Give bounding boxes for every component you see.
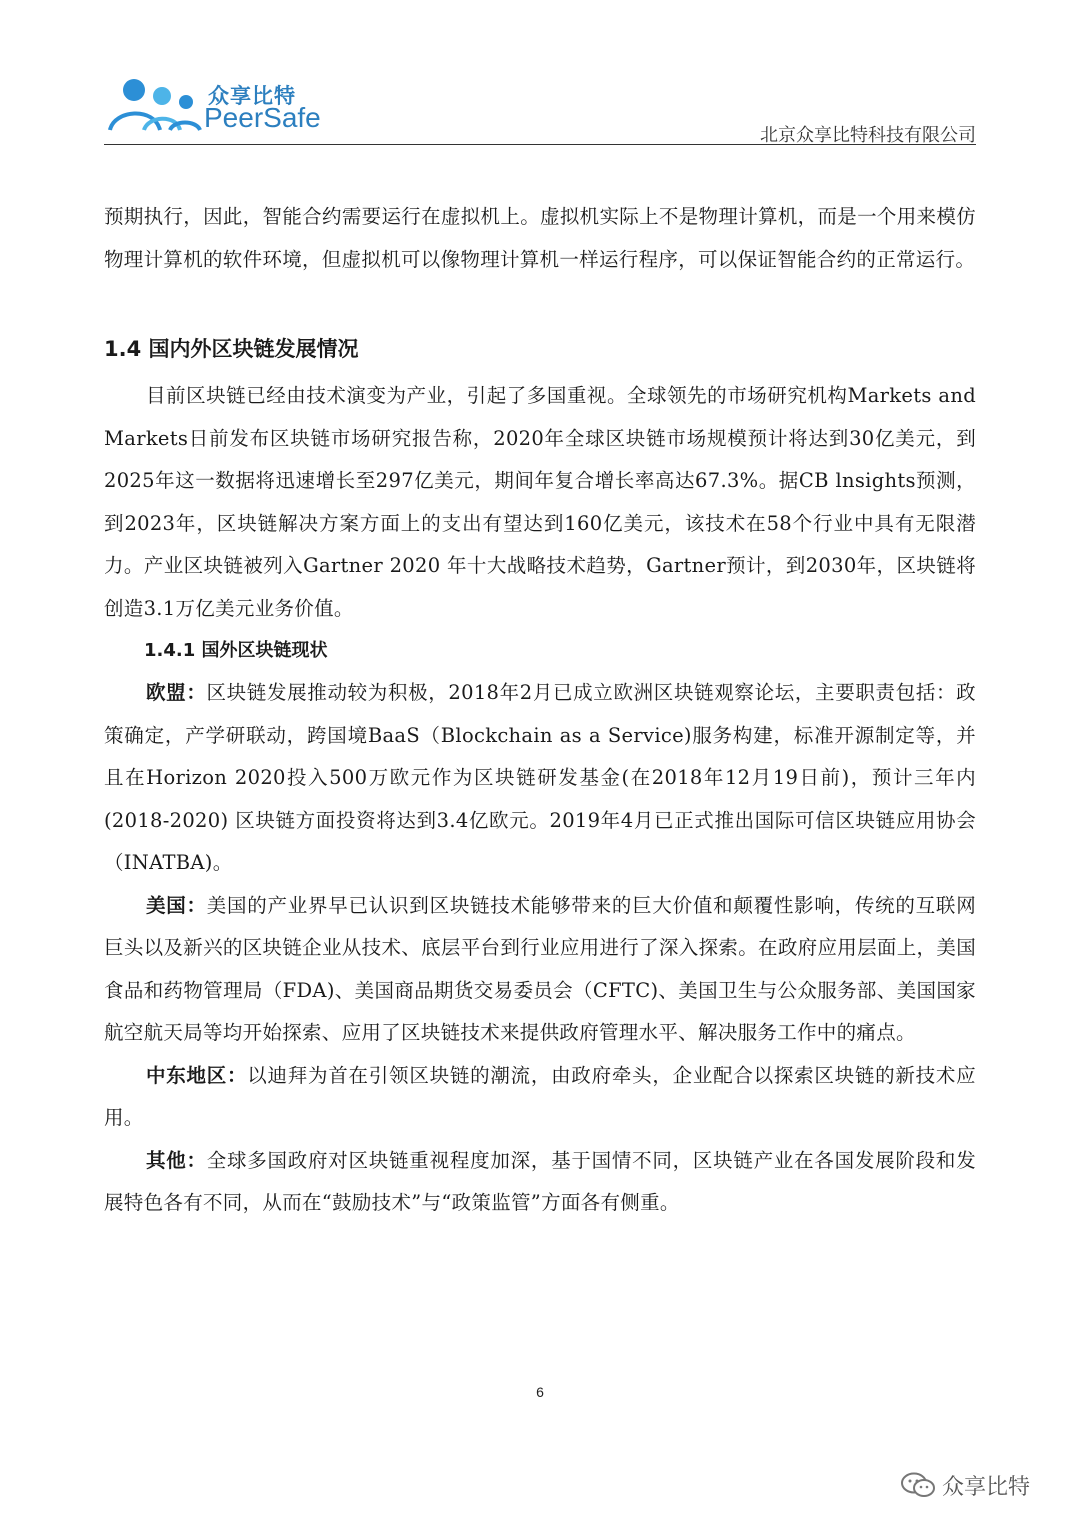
eu-lead: 欧盟： <box>146 681 207 704</box>
middle-east-text: 以迪拜为首在引领区块链的潮流，由政府牵头，企业配合以探索区块链的新技术应用。 <box>104 1063 976 1129</box>
intro-paragraph: 预期执行，因此，智能合约需要运行在虚拟机上。虚拟机实际上不是物理计算机，而是一个用来模仿物理计算机的软件环境，但虚拟机可以像物理计算机一样运行程序，可以保证智能合约的正常运行。 <box>104 205 976 271</box>
page-number: 6 <box>536 1384 544 1400</box>
eu-text: 区块链发展推动较为积极，2018年2月已成立欧洲区块链观察论坛，主要职责包括：政策确定，产学研联动，跨国境BaaS（Blockchain as a Service)服务构建，标准开源制定等，并且在Horizon 2020投入500万欧元作为区块链研发基金(在2018年12月19日前)，预计三年内(2018-2020) 区块链方面投资将达到3.4亿欧元。2019年4月已正式推出国际可信区块链应用协会（INATBA)。 <box>104 681 976 874</box>
page-header <box>0 0 1080 150</box>
us-text: 美国的产业界早已认识到区块链技术能够带来的巨大价值和颠覆性影响，传统的互联网巨头以及新兴的区块链企业从技术、底层平台到行业应用进行了深入探索。在政府应用层面上，美国食品和药物管理局（FDA)、美国商品期货交易委员会（CFTC)、美国卫生与公众服务部、美国国家航空航天局等均开始探索、应用了区块链技术来提供政府管理水平、解决服务工作中的痛点。 <box>104 893 976 1044</box>
header-divider <box>104 144 976 145</box>
eu-paragraph <box>104 672 976 885</box>
section-heading: 1.4 国内外区块链发展情况 <box>104 337 359 361</box>
middle-east-lead: 中东地区： <box>146 1063 248 1087</box>
us-lead: 美国： <box>146 893 207 917</box>
middle-east-paragraph <box>104 1055 976 1140</box>
logo-chinese-name: 众享比特 <box>208 84 296 108</box>
logo-english-name: PeerSafe <box>204 102 321 133</box>
subsection-heading: 1.4.1 国外区块链现状 <box>144 640 328 661</box>
wechat-icon <box>900 1471 936 1499</box>
watermark-text: 众享比特 <box>942 1474 1031 1500</box>
us-paragraph <box>104 885 976 1055</box>
other-lead: 其他： <box>146 1148 207 1172</box>
section-paragraph: 目前区块链已经由技术演变为产业，引起了多国重视。全球领先的市场研究机构Markets and Markets日前发布区块链市场研究报告称，2020年全球区块链市场规模预计将达到30亿美元，到2025年这一数据将迅速增长至297亿美元，期间年复合增长率高达67.3%。据CB lnsights预测，到2023年，区块链解决方案方面上的支出有望达到160亿美元，该技术在58个行业中具有无限潜力。产业区块链被列入Gartner 2020 年十大战略技术趋势，Gartner预计，到2030年，区块链将创造3.1万亿美元业务价值。 <box>104 384 976 620</box>
page-body <box>104 196 976 1225</box>
company-logo <box>104 76 344 138</box>
people-logo-icon <box>104 76 208 138</box>
wechat-watermark <box>900 1465 1030 1505</box>
company-name: 北京众享比特科技有限公司 <box>760 125 976 146</box>
other-text: 全球多国政府对区块链重视程度加深，基于国情不同，区块链产业在各国发展阶段和发展特色各有不同，从而在“鼓励技术”与“政策监管”方面各有侧重。 <box>104 1148 976 1214</box>
other-paragraph <box>104 1140 976 1225</box>
